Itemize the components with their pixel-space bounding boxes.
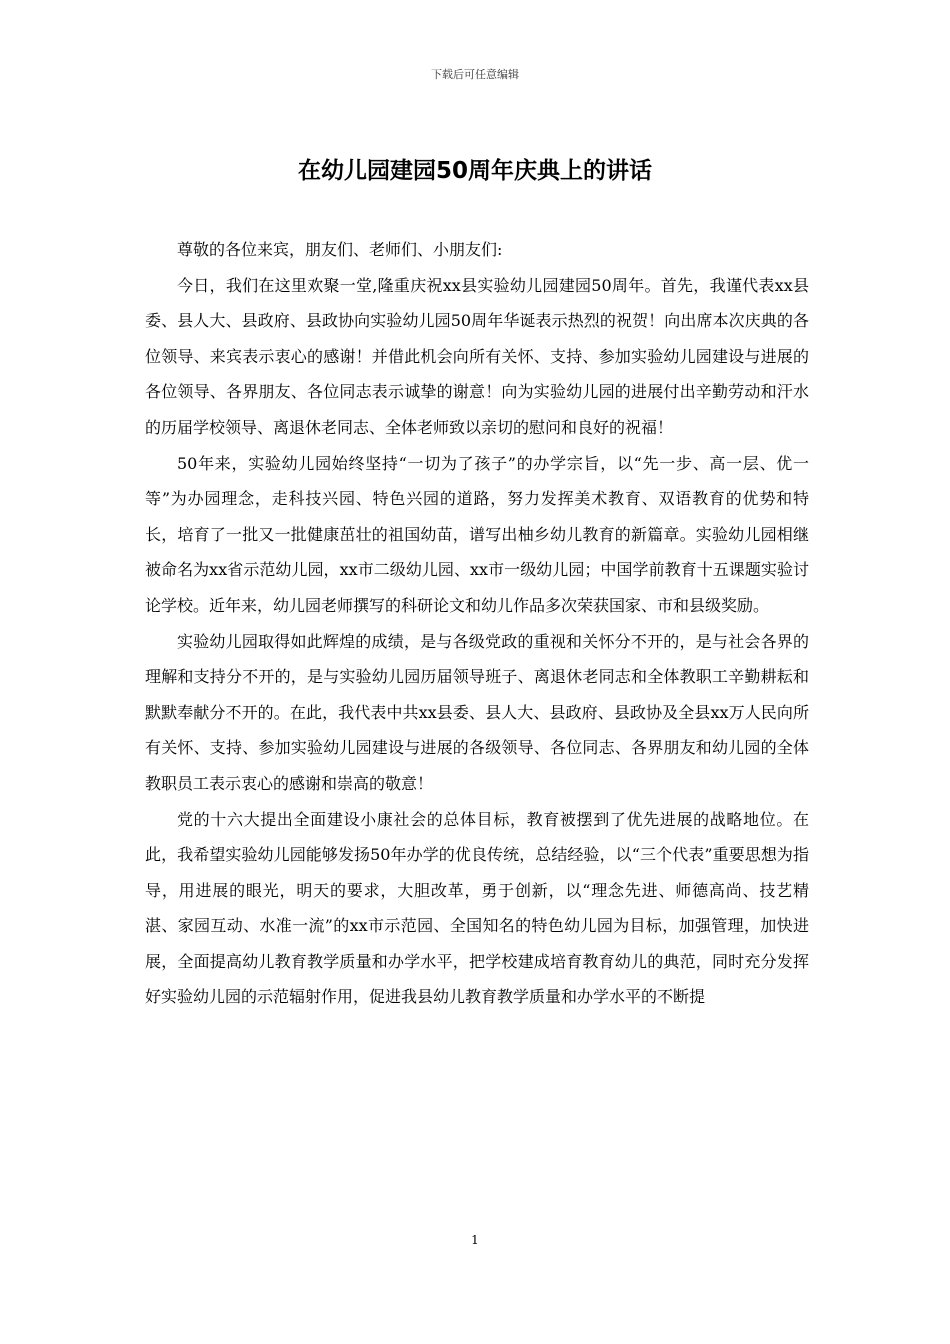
body-paragraph: 今日，我们在这里欢聚一堂,隆重庆祝xx县实验幼儿园建园50周年。首先，我谨代表xx县委、县人大、县政府、县政协向实验幼儿园50周年华诞表示热烈的祝贺！向出席本次庆典的各位领导、来宾表示衷心的感谢！并借此机会向所有关怀、支持、参加实验幼儿园建设与进展的各位领导、各界朋友、各位同志表示诚挚的谢意！向为实验幼儿园的进展付出辛勤劳动和汗水的历届学校领导、离退休老同志、全体老师致以亲切的慰问和良好的祝福！ (145, 275, 809, 437)
body-paragraph: 实验幼儿园取得如此辉煌的成绩，是与各级党政的重视和关怀分不开的，是与社会各界的理解和支持分不开的，是与实验幼儿园历届领导班子、离退休老同志和全体教职工辛勤耕耘和默默奉献分不开的。在此，我代表中共xx县委、县人大、县政府、县政协及全县xx万人民向所有关怀、支持、参加实验幼儿园建设与进展的各级领导、各位同志、各界朋友和幼儿园的全体教职员工表示衷心的感谢和崇高的敬意！ (145, 631, 809, 793)
page-header-note: 下载后可任意编辑 (431, 68, 519, 81)
document-title: 在幼儿园建园50周年庆典上的讲话 (297, 158, 652, 184)
body-paragraph: 50年来，实验幼儿园始终坚持“一切为了孩子”的办学宗旨，以“先一步、高一层、优一等”为办园理念，走科技兴园、特色兴园的道路，努力发挥美术教育、双语教育的优势和特长，培育了一批又一批健康茁壮的祖国幼苗，谱写出柚乡幼儿教育的新篇章。实验幼儿园相继被命名为xx省示范幼儿园，xx市二级幼儿园、xx市一级幼儿园；中国学前教育十五课题实验讨论学校。近年来，幼儿园老师撰写的科研论文和幼儿作品多次荣获国家、市和县级奖励。 (145, 453, 809, 615)
body-paragraph: 党的十六大提出全面建设小康社会的总体目标，教育被摆到了优先进展的战略地位。在此，我希望实验幼儿园能够发扬50年办学的优良传统，总结经验，以“三个代表”重要思想为指导，用进展的眼光，明天的要求，大胆改革，勇于创新，以“理念先进、师德高尚、技艺精湛、家园互动、水准一流”的xx市示范园、全国知名的特色幼儿园为目标，加强管理，加快进展，全面提高幼儿教育教学质量和办学水平，把学校建成培育教育幼儿的典范，同时充分发挥好实验幼儿园的示范辐射作用，促进我县幼儿教育教学质量和办学水平的不断提 (145, 809, 809, 1007)
document-body (145, 232, 809, 1015)
salutation-paragraph: 尊敬的各位来宾，朋友们、老师们、小朋友们: (177, 240, 503, 259)
page-number: 1 (471, 1233, 479, 1247)
